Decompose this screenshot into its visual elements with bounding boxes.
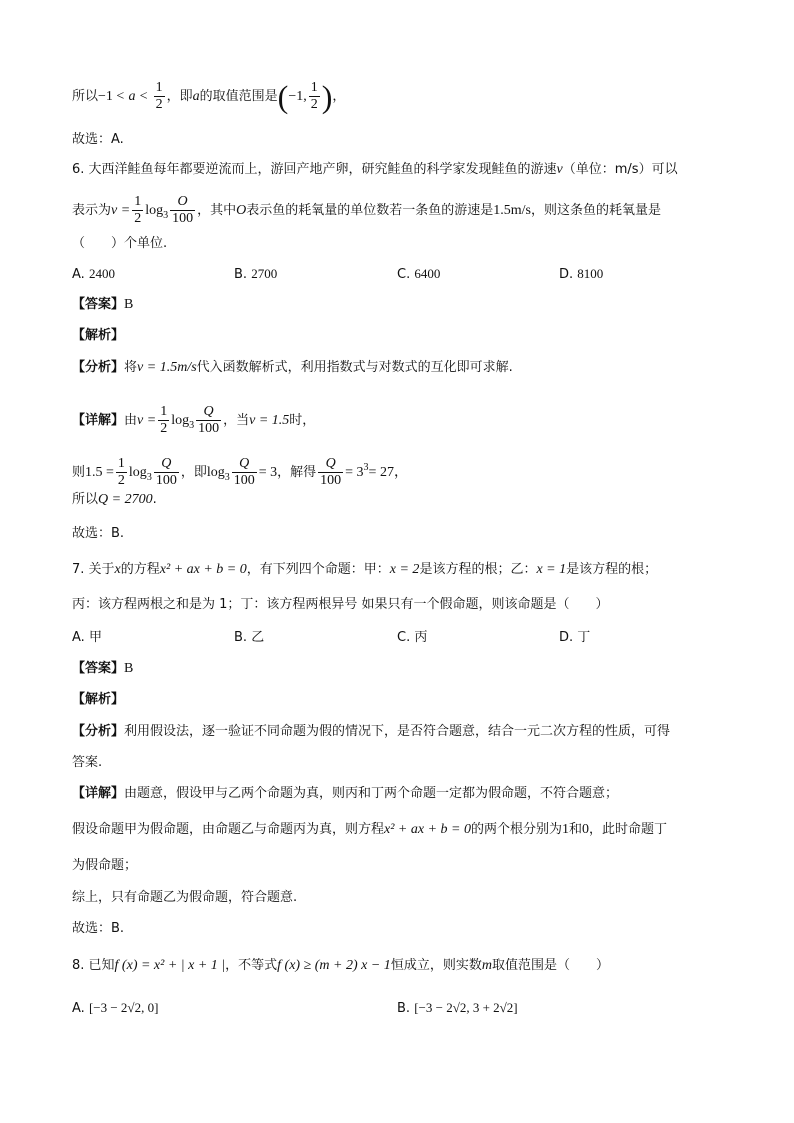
- q7-fenxi-2: 答案.: [72, 755, 103, 770]
- q6-fenxi: [72, 358, 513, 378]
- math: log: [171, 413, 190, 428]
- text: 所以: [72, 89, 99, 104]
- q7-fenxi-1: [72, 722, 670, 742]
- fraction-num: Q: [232, 456, 257, 473]
- math: x² + ax + b = 0: [384, 822, 471, 837]
- text: 恒成立，则实数: [390, 958, 482, 973]
- q7-line1: [72, 560, 657, 580]
- q6-option-c: [397, 264, 440, 285]
- choice-line: 故选：A.: [72, 132, 124, 147]
- text: 的两个根分别为: [470, 822, 562, 837]
- text: ，不等式: [225, 958, 278, 973]
- text: 是该方程的根；: [566, 562, 658, 577]
- option-value: 丁: [577, 630, 591, 645]
- option-value: 2700: [251, 266, 278, 281]
- xiangjie-tag: 【详解】: [72, 786, 125, 801]
- fraction: [154, 80, 165, 113]
- option-label: D.: [559, 267, 574, 282]
- text: （单位：m/s）可以: [562, 162, 678, 177]
- fraction: [132, 194, 143, 227]
- answer-value: B: [124, 297, 134, 312]
- option-value: 2400: [88, 266, 115, 281]
- math: 1.5m/s: [493, 203, 531, 218]
- fraction-num: 1: [160, 404, 168, 419]
- q6-step1: [72, 456, 408, 489]
- option-label: A.: [72, 630, 85, 645]
- q7-option-c: [397, 628, 427, 648]
- text: 的方程: [120, 562, 160, 577]
- fraction-num: Q: [154, 456, 179, 473]
- q6-analysis-tag: [72, 326, 124, 346]
- fraction: [154, 456, 179, 489]
- analysis-tag: 【解析】: [72, 328, 125, 343]
- fraction-den: 100: [233, 473, 255, 488]
- math: Q = 2700: [98, 492, 153, 507]
- fenxi-tag: 【分析】: [72, 724, 125, 739]
- math: 1: [562, 822, 569, 837]
- fraction-den: 2: [117, 473, 125, 488]
- fraction-num: O: [170, 194, 195, 211]
- math-var: a: [192, 89, 200, 104]
- math: <: [139, 89, 148, 104]
- math-var: x: [114, 562, 121, 577]
- text: ，则这条鱼的耗氧量是: [530, 203, 661, 218]
- math: −1,: [288, 89, 307, 104]
- fraction-den: 2: [134, 211, 142, 226]
- text: 则: [72, 465, 86, 480]
- math: x = 1: [536, 562, 567, 577]
- text: ，有下列四个命题：甲：: [246, 562, 390, 577]
- q7-xiangjie-3: 为假命题；: [72, 858, 138, 873]
- math: 0: [582, 822, 590, 837]
- text: 由: [124, 413, 138, 428]
- text: 和: [569, 822, 583, 837]
- text: 的取值范围是: [199, 89, 278, 104]
- text: 所以: [72, 492, 99, 507]
- text: 由题意，假设甲与乙两个命题为真，则丙和丁两个命题一定都为假命题，不符合题意；: [124, 786, 619, 801]
- text: 时，: [289, 413, 316, 428]
- text: ，: [332, 89, 346, 104]
- option-label: B.: [234, 630, 248, 645]
- analysis-tag: 【解析】: [72, 692, 125, 707]
- math: v = 1.5: [249, 413, 290, 428]
- fraction-num: 1: [134, 194, 142, 209]
- option-value: 6400: [414, 266, 441, 281]
- math: v = 1.5m/s: [137, 360, 197, 375]
- q7-xiangjie-1: [72, 784, 618, 804]
- math: −1 <: [98, 89, 125, 104]
- text: ，其中: [197, 203, 237, 218]
- fraction-den: 100: [320, 473, 342, 488]
- q7-option-a: [72, 628, 102, 648]
- option-label: C.: [397, 267, 411, 282]
- option-value: 乙: [251, 630, 265, 645]
- option-value: [−3 − 2√2, 3 + 2√2]: [414, 1000, 518, 1015]
- math-sub: 3: [163, 210, 169, 221]
- math: = 3: [258, 465, 278, 480]
- option-label: A.: [72, 267, 85, 282]
- math-var: m: [481, 958, 492, 973]
- fraction-den: 2: [155, 97, 163, 112]
- q7-answer: [72, 659, 133, 679]
- text: 7. 关于: [72, 562, 115, 577]
- text: 代入函数解析式，利用指数式与对数式的互化即可求解.: [196, 360, 513, 375]
- q6-xiangjie: [72, 404, 315, 437]
- q6-option-d: [559, 264, 603, 285]
- option-label: A.: [72, 1001, 85, 1016]
- option-value: 甲: [88, 630, 102, 645]
- q6-line2: [72, 194, 661, 227]
- q6-choice: 故选：B.: [72, 526, 125, 541]
- text: 表示为: [72, 203, 112, 218]
- text: 6. 大西洋鲑鱼每年都要逆流而上，游回产地产卵，研究鲑鱼的科学家发现鲑鱼的游速: [72, 162, 557, 177]
- text: 取值范围是（ ）: [491, 958, 609, 973]
- fraction: [309, 80, 320, 113]
- math: x = 2: [389, 562, 420, 577]
- q6-option-b: [234, 264, 277, 285]
- q6-option-a: [72, 264, 115, 285]
- math: = 27，: [368, 465, 408, 480]
- math-sup: 3: [363, 462, 369, 473]
- q7-choice: 故选：B.: [72, 921, 125, 936]
- option-label: D.: [559, 630, 574, 645]
- math-var: v: [556, 162, 563, 177]
- text: 是该方程的根；乙：: [419, 562, 537, 577]
- fraction-den: 2: [160, 421, 168, 436]
- text: 表示鱼的耗氧量的单位数若一条鱼的游速是: [246, 203, 494, 218]
- fraction-den: 2: [310, 97, 318, 112]
- fraction-num: 1: [310, 80, 318, 95]
- fraction-den: 100: [155, 473, 177, 488]
- text: ，此时命题丁: [589, 822, 668, 837]
- fenxi-tag: 【分析】: [72, 360, 125, 375]
- q7-xiangjie-4: 综上，只有命题乙为假命题，符合题意.: [72, 890, 298, 905]
- math: 1.5 =: [85, 465, 114, 480]
- option-label: C.: [397, 630, 411, 645]
- math: = 3: [345, 465, 364, 480]
- q8-option-b: [397, 998, 518, 1019]
- q7-line2: 丙：该方程两根之和是为 1；丁：该方程两根异号 如果只有一个假命题，则该命题是（ ）: [72, 597, 609, 612]
- fraction-den: 100: [172, 211, 194, 226]
- math-var: O: [236, 203, 247, 218]
- answer-tag: 【答案】: [72, 661, 125, 676]
- math-sub: 3: [189, 420, 195, 431]
- answer-value: B: [124, 661, 134, 676]
- q7-analysis-tag: [72, 690, 124, 710]
- q6-line1: [72, 160, 678, 180]
- q6-answer: [72, 295, 133, 315]
- fraction-den: 100: [198, 421, 220, 436]
- option-value: 丙: [414, 630, 428, 645]
- option-value: [−3 − 2√2, 0]: [88, 1000, 159, 1015]
- fraction: [170, 194, 195, 227]
- text: 假设命题甲为假命题，由命题乙与命题丙为真，则方程: [72, 822, 385, 837]
- q7-option-b: [234, 628, 264, 648]
- fraction-num: 1: [155, 80, 163, 95]
- text: ，解得: [277, 465, 317, 480]
- math: f (x) = x² + | x + 1 |: [114, 958, 226, 973]
- math: f (x) ≥ (m + 2) x − 1: [277, 958, 391, 973]
- option-label: B.: [234, 267, 248, 282]
- math-sub: 3: [146, 472, 152, 483]
- text: ，即: [180, 465, 207, 480]
- fraction-num: 1: [117, 456, 125, 471]
- q6-step2: [72, 490, 157, 510]
- text: .: [152, 492, 157, 507]
- paren-right: ): [321, 78, 333, 115]
- math: log: [206, 465, 225, 480]
- fraction: [116, 456, 127, 489]
- math-var: a: [128, 89, 136, 104]
- paren-left: (: [277, 78, 289, 115]
- xiangjie-tag: 【详解】: [72, 413, 125, 428]
- prev-solution-range-line: [72, 80, 345, 113]
- fraction: [318, 456, 343, 489]
- math: v =: [111, 203, 131, 218]
- math: v =: [137, 413, 157, 428]
- q7-option-d: [559, 628, 590, 648]
- fraction-num: Q: [196, 404, 221, 421]
- fraction: [158, 404, 169, 437]
- fraction-num: Q: [318, 456, 343, 473]
- q7-xiangjie-2: [72, 820, 667, 840]
- text: ，当: [223, 413, 250, 428]
- option-label: B.: [397, 1001, 411, 1016]
- text: 8. 已知: [72, 958, 115, 973]
- math: log: [145, 203, 164, 218]
- fraction: [196, 404, 221, 437]
- q8-option-a: [72, 998, 158, 1019]
- q8-line1: [72, 956, 609, 976]
- option-value: 8100: [577, 266, 604, 281]
- math-sub: 3: [224, 472, 230, 483]
- q6-line3: （ ）个单位.: [72, 236, 168, 251]
- fraction: [232, 456, 257, 489]
- text: ，即: [166, 89, 193, 104]
- math: log: [128, 465, 147, 480]
- math: x² + ax + b = 0: [159, 562, 247, 577]
- answer-tag: 【答案】: [72, 297, 125, 312]
- text: 将: [124, 360, 138, 375]
- text: 利用假设法，逐一验证不同命题为假的情况下，是否符合题意，结合一元二次方程的性质，可得: [124, 724, 671, 739]
